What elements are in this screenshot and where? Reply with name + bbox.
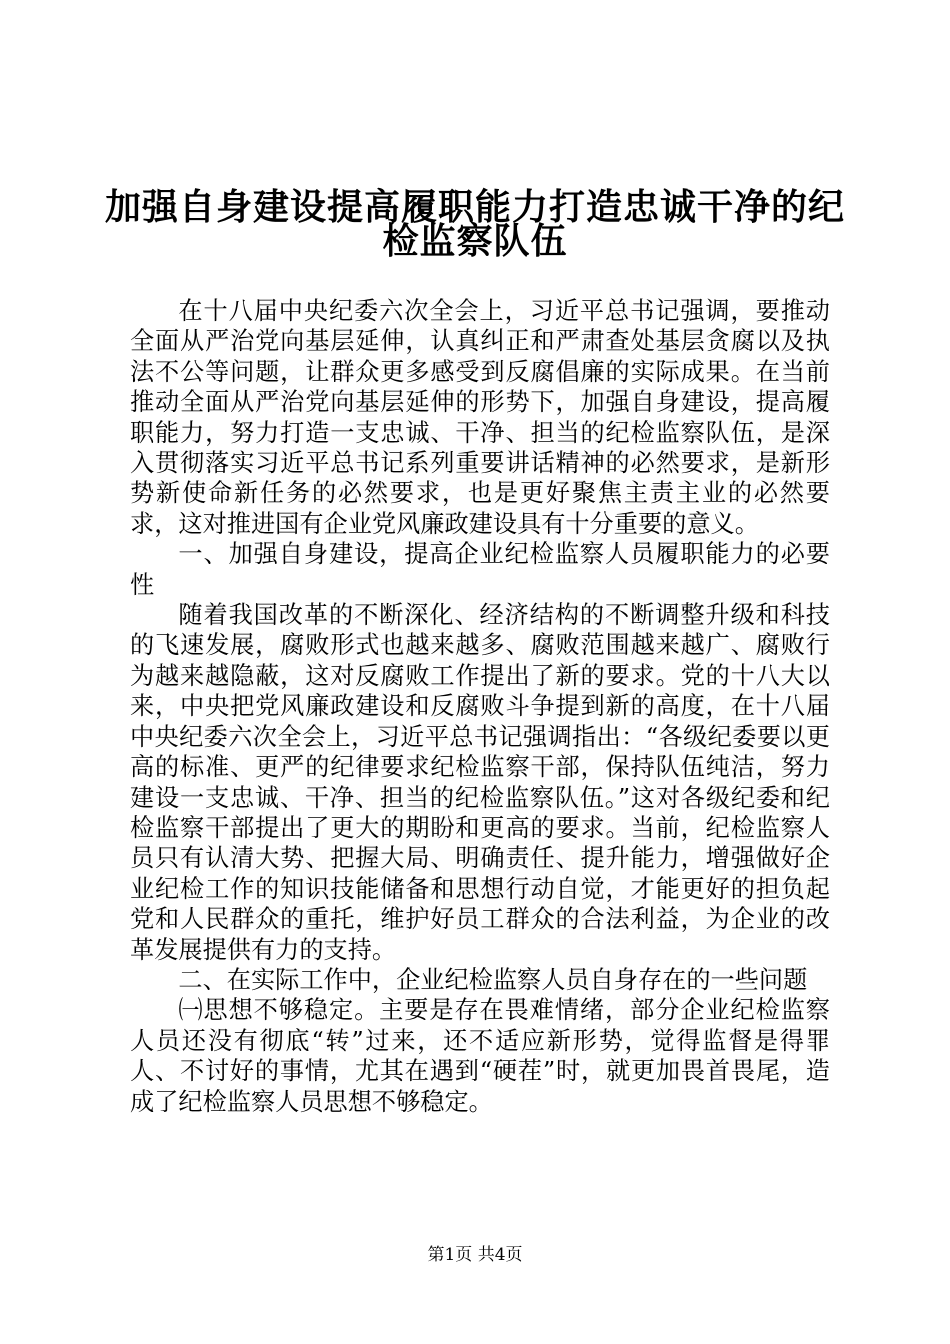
page-footer: 第1页 共4页: [427, 1245, 523, 1265]
section-heading-2: 二、在实际工作中，企业纪检监察人员自身存在的一些问题: [178, 965, 808, 994]
paragraph-section-1: 随着我国改革的不断深化、经济结构的不断调整升级和科技的飞速发展，腐败形式也越来越多、腐败范围越来越广、腐败行为越来越隐蔽，这对反腐败工作提出了新的要求。党的十八大以来，中央把党风廉政建设和反腐败斗争提到新的高度，在十八届中央纪委六次全会上，习近平总书记强调指出：“各级纪委要以更高的标准、更严的纪律要求纪检监察干部，保持队伍纯洁，努力建设一支忠诚、干净、担当的纪检监察队伍。”这对各级纪委和纪检监察干部提出了更大的期盼和更高的要求。当前，纪检监察人员只有认清大势、把握大局、明确责任、提升能力，增强做好企业纪检工作的知识技能储备和思想行动自觉，才能更好的担负起党和人民群众的重托，维护好员工群众的合法利益，为企业的改革发展提供有力的支持。: [130, 601, 830, 964]
paragraph-subsection-1: ㈠思想不够稳定。主要是存在畏难情绪，部分企业纪检监察人员还没有彻底“转”过来，还不适应新形势，觉得监督是得罪人、不讨好的事情，尤其在遇到“硬茬”时，就更加畏首畏尾，造成了纪检监察人员思想不够稳定。: [130, 996, 830, 1116]
section-heading-1: 一、加强自身建设，提高企业纪检监察人员履职能力的必要性: [130, 540, 830, 599]
document-title-line-1: 加强自身建设提高履职能力打造忠诚干净的纪: [104, 187, 845, 228]
paragraph-intro: 在十八届中央纪委六次全会上，习近平总书记强调，要推动全面从严治党向基层延伸，认真纠正和严肃查处基层贪腐以及执法不公等问题，让群众更多感受到反腐倡廉的实际成果。在当前推动全面从严治党向基层延伸的形势下，加强自身建设，提高履职能力，努力打造一支忠诚、干净、担当的纪检监察队伍，是深入贯彻落实习近平总书记系列重要讲话精神的必然要求，是新形势新使命新任务的必然要求，也是更好聚焦主责主业的必然要求，这对推进国有企业党风廉政建设具有十分重要的意义。: [130, 297, 830, 538]
document-body: [130, 296, 830, 1117]
document-title-line-2: 检监察队伍: [382, 221, 568, 262]
